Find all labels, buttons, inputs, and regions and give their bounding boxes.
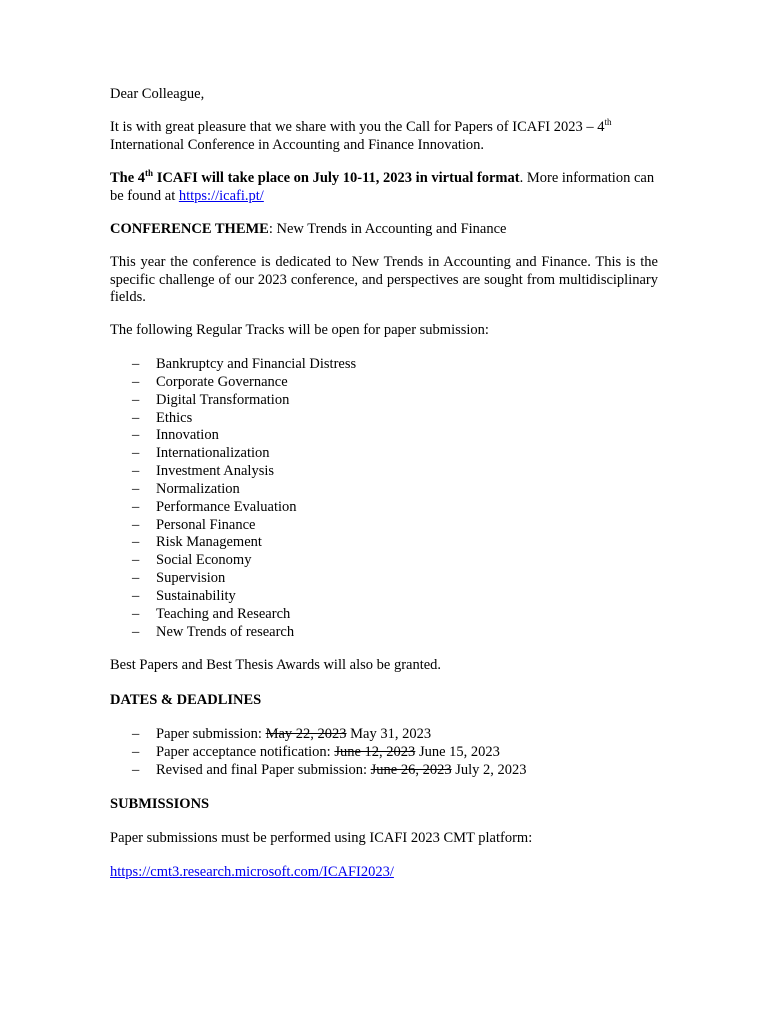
dash-bullet: – — [132, 391, 140, 408]
intro-superscript: th — [604, 117, 612, 127]
intro-text: It is with great pleasure that we share with you the Call for Papers of ICAFI 2023 – 4 — [110, 119, 605, 135]
list-item — [110, 744, 658, 762]
list-item — [110, 517, 658, 535]
track-label: Risk Management — [156, 534, 262, 551]
list-item — [110, 463, 658, 481]
deadline-new-date: May 31, 2023 — [346, 726, 432, 742]
dash-bullet: – — [132, 570, 140, 587]
list-item — [110, 445, 658, 463]
list-item — [110, 374, 658, 392]
submissions-heading-text: SUBMISSIONS — [110, 796, 210, 812]
list-item — [110, 624, 658, 642]
tracks-intro: The following Regular Tracks will be open for paper submission: — [110, 322, 489, 338]
dash-bullet: – — [132, 605, 140, 622]
event-superscript: th — [145, 168, 154, 178]
deadlines-heading-text: DATES & DEADLINES — [110, 692, 262, 708]
intro-text-continued: International Conference in Accounting and Finance Innovation. — [110, 136, 485, 153]
dash-bullet: – — [132, 761, 140, 778]
list-item — [110, 427, 658, 445]
deadline-label: Paper acceptance notification: — [156, 743, 335, 760]
deadlines-heading — [110, 692, 658, 710]
dash-bullet: – — [132, 356, 140, 372]
deadline-new-date: July 2, 2023 — [451, 761, 527, 778]
theme-description: This year the conference is dedicated to New Trends in Accounting and Finance. This is the specific challenge of our 2023 conference, and perspectives are sought from multidisciplinary fields. — [110, 254, 658, 305]
dash-bullet: – — [132, 498, 140, 515]
track-label: Ethics — [156, 409, 193, 426]
dash-bullet: – — [132, 623, 140, 640]
track-label: New Trends of research — [156, 623, 295, 640]
list-item — [110, 588, 658, 606]
cmt-submission-link[interactable]: https://cmt3.research.microsoft.com/ICAFI2023/ — [110, 864, 394, 880]
conference-theme — [110, 221, 658, 239]
submissions-link-line — [110, 864, 658, 882]
intro-paragraph — [110, 119, 658, 154]
track-label: Investment Analysis — [156, 463, 275, 480]
deadlines-list — [110, 726, 658, 780]
list-item — [110, 481, 658, 499]
list-item — [110, 392, 658, 410]
dash-bullet: – — [132, 516, 140, 533]
track-label: Sustainability — [156, 587, 236, 604]
deadline-old-date: May 22, 2023 — [265, 726, 347, 742]
event-bold-prefix: The 4 — [110, 170, 146, 186]
track-label: Performance Evaluation — [156, 498, 297, 515]
list-item — [110, 534, 658, 552]
track-label: Corporate Governance — [156, 373, 288, 390]
track-label: Digital Transformation — [156, 391, 290, 408]
dash-bullet: – — [132, 587, 140, 604]
dash-bullet: – — [132, 743, 140, 760]
dash-bullet: – — [132, 409, 140, 426]
submissions-heading — [110, 796, 658, 814]
dash-bullet: – — [132, 463, 140, 480]
dash-bullet: – — [132, 534, 140, 551]
track-label: Supervision — [156, 570, 226, 587]
dash-bullet: – — [132, 552, 140, 569]
track-label: Bankruptcy and Financial Distress — [156, 356, 357, 372]
submissions-text: Paper submissions must be performed using ICAFI 2023 CMT platform: — [110, 830, 533, 846]
event-info-text: . More information can be found at — [110, 170, 655, 204]
icafi-website-link[interactable]: https://icafi.pt/ — [178, 187, 264, 204]
track-label: Social Economy — [156, 552, 252, 569]
list-item — [110, 762, 658, 780]
list-item — [110, 552, 658, 570]
awards-text: Best Papers and Best Thesis Awards will also be granted. — [110, 657, 442, 673]
theme-text: : New Trends in Accounting and Finance — [268, 221, 507, 237]
deadline-label: Revised and final Paper submission: — [156, 761, 371, 778]
list-item — [110, 410, 658, 428]
list-item — [110, 570, 658, 588]
dash-bullet: – — [132, 445, 140, 462]
list-item — [110, 499, 658, 517]
track-label: Normalization — [156, 480, 240, 497]
dash-bullet: – — [132, 480, 140, 497]
list-item — [110, 726, 658, 744]
track-label: Personal Finance — [156, 516, 256, 533]
list-item — [110, 356, 658, 374]
track-label: Internationalization — [156, 445, 270, 462]
theme-label: CONFERENCE THEME — [110, 221, 269, 237]
track-label: Innovation — [156, 427, 219, 444]
dash-bullet: – — [132, 726, 140, 742]
tracks-list — [110, 356, 658, 642]
deadline-old-date: June 12, 2023 — [334, 743, 416, 760]
deadline-new-date: June 15, 2023 — [415, 743, 500, 760]
event-bold-details: ICAFI will take place on July 10-11, 2023 in virtual format — [153, 170, 520, 186]
event-paragraph — [110, 170, 658, 205]
track-label: Teaching and Research — [156, 605, 291, 622]
deadline-old-date: June 26, 2023 — [370, 761, 452, 778]
dash-bullet: – — [132, 427, 140, 444]
greeting: Dear Colleague, — [110, 86, 205, 102]
dash-bullet: – — [132, 373, 140, 390]
deadline-label: Paper submission: — [156, 726, 266, 742]
list-item — [110, 606, 658, 624]
